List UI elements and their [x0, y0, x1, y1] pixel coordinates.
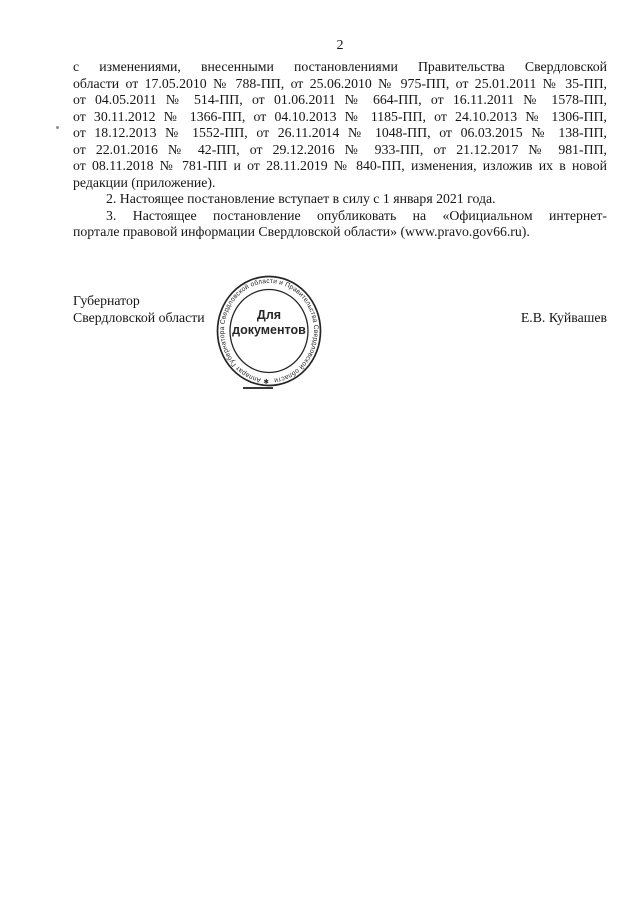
body-line: 3. Настоящее постановление опубликовать на «Официальном интернет- — [106, 207, 607, 223]
body-line: от 04.05.2011 № 514-ПП, от 01.06.2011 № 664-ПП, от 16.11.2011 № 1578-ПП, — [73, 92, 607, 107]
body-line: от 18.12.2013 № 1552-ПП, от 26.11.2014 № 1048-ПП, от 06.03.2015 № 138-ПП, — [73, 125, 607, 140]
body-line: от 22.01.2016 № 42-ПП, от 29.12.2016 № 933-ПП, от 21.12.2017 № 981-ПП, — [73, 141, 607, 157]
body-line: портале правовой информации Свердловской области» (www.pravo.gov66.ru). — [73, 224, 530, 239]
stamp-for-documents — [215, 274, 323, 388]
body-line: редакции (приложение). — [73, 174, 216, 190]
signature-stroke — [243, 387, 273, 389]
scan-speck — [56, 126, 59, 129]
body-line: от 30.11.2012 № 1366-ПП, от 04.10.2013 № 1185-ПП, от 24.10.2013 № 1306-ПП, — [73, 108, 607, 124]
stamp-ring-text: ✱ Аппарат Губернатора Свердловской области и Правительства Свердловской области — [218, 277, 320, 385]
signature-title-line2: Свердловской области — [73, 310, 205, 325]
body-line: с изменениями, внесенными постановлениями Правительства Свердловской — [73, 59, 607, 74]
page-number: 2 — [336, 38, 344, 53]
body-line: области от 17.05.2010 № 788-ПП, от 25.06.2010 № 975-ПП, от 25.01.2011 № 35-ПП, — [73, 75, 607, 91]
signature-name: Е.В. Куйвашев — [520, 310, 607, 325]
body-line: от 08.11.2018 № 781-ПП и от 28.11.2019 № 840-ПП, изменения, изложив их в новой — [73, 158, 607, 173]
signature-title-line1: Губернатор — [73, 293, 140, 308]
body-line: 2. Настоящее постановление вступает в силу с 1 января 2021 года. — [106, 191, 496, 206]
body-paragraph — [73, 59, 607, 241]
stamp-center-text-line2: документов — [232, 323, 306, 337]
stamp-center-text-line1: Для — [256, 308, 282, 322]
